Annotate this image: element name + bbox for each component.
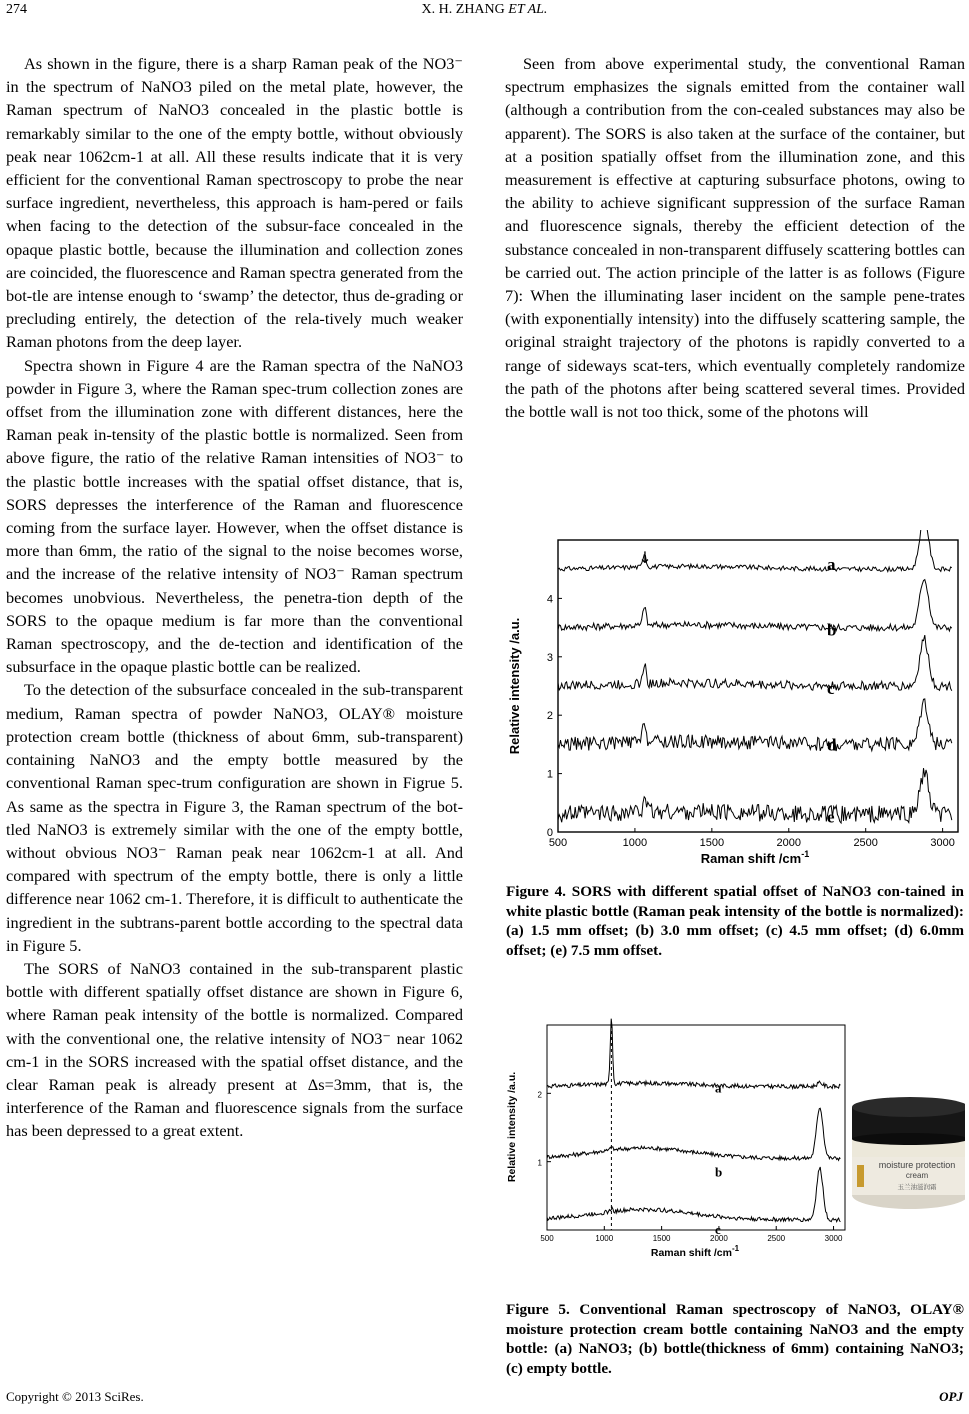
y-axis-label: Relative intensity /a.u. (506, 1071, 518, 1183)
paragraph: Seen from above experimental study, the conventional Raman spectrum emphasizes the signals emitted from the container wall (although a contribution from the con-cealed substances may also be apparent). The SORS is also taken at the surface of the container, but at a position spatially offset from the illumination zone, and this measurement is effective at capturing subsurface photons, owing to the ability to achieve significant suppression of the surface Raman and fluorescence signals, thereby the efficient detection of the substance concealed in non-transparent diffusely scattering bottles can be carried out. The action principle of the latter is as follows (Figure 7): When the illuminating laser incident on the sample pene-trates (with exponentially intensity) into the diffusely scattering sample, the original straight trajectory of the photons is rapidly converted to a range of sideways scat-ters, which eventually completely randomize the path of the photons after being scattered several times. Provided the bottle wall is not too thick, some of the photons will (505, 54, 965, 422)
series-label-b: b (827, 620, 837, 640)
jar-label-line3: 玉兰油滋润霜 (897, 1183, 937, 1191)
series-line-d (558, 699, 952, 751)
series-line-b (558, 580, 952, 631)
x-tick-label: 500 (540, 1234, 554, 1243)
y-tick-label: 1 (537, 1158, 542, 1168)
figure-5-chart (505, 1015, 965, 1265)
y-tick-label: 4 (546, 593, 553, 606)
figure-4-caption: Figure 4. SORS with different spatial offset of NaNO3 con-tained in white plastic bottle (Raman peak intensity of the bottle is normalized): (a) 1.5 mm offset; (b) 3.0 mm offset; (c) 4.5 mm offset; (d) 6.0mm offset; (e) 7.5 mm offset. (506, 883, 964, 959)
x-tick-label: 2000 (776, 837, 802, 849)
x-tick-label: 2500 (767, 1234, 786, 1243)
page-number: 274 (6, 2, 27, 17)
series-label-b: b (715, 1164, 723, 1180)
x-tick-label: 1000 (595, 1234, 614, 1243)
paragraph: As shown in the figure, there is a sharp Raman peak of the NO3⁻ in the spectrum of NaNO3 piled on the metal plate, however, the Raman spectrum of NaNO3 concealed in the plastic bottle is remarkably similar to the one of the empty bottle, without obviously peak near 1062cm-1 at all. All these results indicate that it is very efficient for the conventional Raman spectroscopy to probe the near surface ingredient, nevertheless, this approach is ham-pered or fails when facing to the detection of the subsur-face concealed in the opaque plastic bottle, because the illumination and collection zones are coincided, the fluorescence and Raman spectra generated from the bot-tle are intense enough to ‘swamp’ the detector, thus de-grading or precluding entirely, the detection of the rela-tively much weaker Raman photons from the deep layer. (6, 54, 463, 352)
y-tick-label: 1 (546, 768, 553, 781)
paragraph: Spectra shown in Figure 4 are the Raman spectra of the NaNO3 powder in Figure 3, where the Raman spec-trum collection zones are offset from the illumination zone with different distances, here the Raman peak in-tensity of the plastic bottle is normalized. Seen from above figure, the ratio of the relative Raman intensities of NO3⁻ to the plastic bottle increases with the spatial offset distance, that is, SORS depresses the interference of the Raman and fluorescence coming from the surface layer. However, when the offset distance is more than 6mm, the ratio of the signal to the noise becomes worse, and the increase of the relative intensity of NO3⁻ Raman spectrum becomes unobvious. Nevertheless, the penetra-tion depth of the SORS to the opaque medium is far more than the conventional Raman spectroscopy, and the de-tection and identification of the subsurface in the opaque plastic bottle can be realized. (6, 355, 463, 677)
x-axis-label: Raman shift $/cm^{-1}$ (650, 1244, 740, 1259)
series-line-c (547, 1167, 840, 1222)
x-tick-label: 1000 (622, 837, 648, 849)
jar-label-line2: cream (905, 1171, 929, 1180)
series-line-c (558, 635, 952, 691)
figure-4 (505, 530, 965, 875)
x-tick-label: 1500 (699, 837, 725, 849)
series-label-a: a (715, 1080, 722, 1096)
series-label-d: d (827, 735, 837, 755)
running-title-text: X. H. ZHANG ET AL. (421, 2, 548, 17)
y-tick-label: 0 (546, 827, 553, 839)
cream-jar-image (852, 1097, 965, 1209)
x-tick-label: 2000 (710, 1234, 728, 1243)
plot-frame (547, 1025, 845, 1230)
series-label-c: c (715, 1221, 721, 1237)
right-column (505, 52, 965, 423)
jar-label-line1: moisture protection (878, 1160, 956, 1170)
series-line-e (558, 768, 952, 823)
marker-arrow: ↓ (638, 548, 652, 567)
series-label-e: e (827, 807, 835, 827)
y-tick-label: 3 (546, 651, 553, 664)
y-tick-label: 2 (537, 1090, 542, 1100)
x-tick-label: 3000 (824, 1234, 843, 1243)
left-column (6, 52, 463, 1143)
paragraph: The SORS of NaNO3 contained in the sub-transparent plastic bottle with different spatially offset distance are shown in Figure 6, where Raman peak intensity of the bottle is normalized. Compared with the conventional one, the relative intensity of NO3⁻ near 1062 cm-1 in the SORS increased with the spatial offset distance, and the clear Raman peak is already present at Δs=3mm, that is, the interference of the Raman and fluorescence signals from the surface has been depressed to a great extent. (6, 958, 463, 1141)
figure-4-chart (505, 530, 965, 875)
series-label-c: c (827, 679, 835, 698)
y-tick-label: 2 (546, 710, 553, 723)
x-tick-label: 500 (548, 837, 568, 849)
series-label-a: a (827, 555, 836, 575)
journal-footer: OPJ (939, 1389, 963, 1404)
running-title (0, 2, 969, 18)
series-line-a (547, 1019, 840, 1089)
x-axis-label: Raman shift $/cm^{-1}$ (700, 849, 810, 866)
series-line-b (547, 1108, 840, 1160)
paragraph: To the detection of the subsurface concealed in the sub-transparent medium, Raman spectra of powder NaNO3, OLAY® moisture protection cream bottle (thickness of about 6mm, sub-transparent) containing NaNO3 and the empty bottle measured by the conventional Raman spec-trum configuration are shown in Figrue 5. As same as the spectra in Figure 3, the Raman spectrum of the bot-tled NaNO3 is extremely similar with the one of the empty bottle, without obvious NO3⁻ Raman peak near 1062cm-1 at all. And compared with spectrum of the empty bottle, there is only a little difference near 1062 cm-1. Therefore, it is difficult to authenticate the ingredient in the subtrans-parent bottle according to the spectral data in Figure 5. (6, 680, 463, 955)
series-line-a (558, 530, 952, 575)
figure-5-caption: Figure 5. Conventional Raman spectroscopy of NaNO3, OLAY® moisture protection cream bottle containing NaNO3 and the empty bottle: (a) NaNO3; (b) bottle(thickness of 6mm) containing NaNO3; (c) empty bottle. (506, 1301, 964, 1377)
copyright-footer: Copyright © 2013 SciRes. (6, 1389, 144, 1404)
figure-5 (505, 1015, 965, 1265)
jar-emblem (857, 1165, 864, 1187)
y-axis-label: Relative intensity /a.u. (507, 617, 522, 755)
x-tick-label: 2500 (853, 837, 878, 849)
x-tick-label: 1500 (652, 1234, 671, 1243)
x-tick-label: 3000 (930, 837, 955, 849)
